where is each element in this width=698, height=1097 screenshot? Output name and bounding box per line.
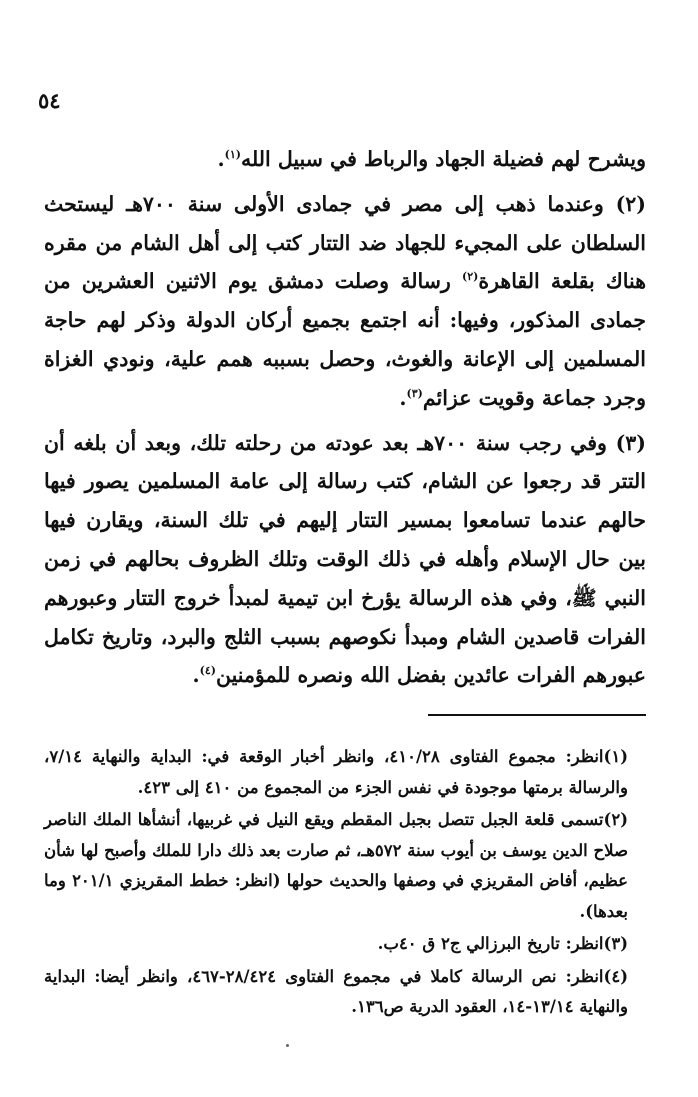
paragraph-2-end: . (399, 385, 407, 410)
paragraph-2 (44, 185, 646, 418)
paragraph-2-text-b: رسالة وصلت دمشق يوم الاثنين العشرين من جمادى المذكور، وفيها: أنه اجتمع بجميع أركان الدولة وذكر لهم حاجة المسلمين إلى الإعانة والغوث، وحصل بسببه همم علية، ونودي الغزاة وجرد جماعة وقويت عزائم (44, 269, 646, 410)
footnote-ref-4: (٤) (199, 664, 216, 678)
page-number: ٥٤ (38, 88, 61, 113)
footnote-separator (428, 714, 646, 716)
paragraph-1 (44, 140, 646, 179)
footnotes (44, 742, 646, 1025)
main-text (44, 140, 646, 701)
paragraph-1-end: . (217, 147, 225, 171)
footnote-1: (١)انظر: مجموع الفتاوى ٤١٠/٢٨، وانظر أخبار الوقعة في: البداية والنهاية ٧/١٤، والرسالة برمتها موجودة في نفس الجزء من المجموع من ٤١٠ إلى ٤٢٣. (44, 747, 628, 797)
footnote-ref-3: (٣) (406, 386, 423, 400)
print-speck (286, 1044, 289, 1047)
paragraph-3-text-a: (٣) وفي رجب سنة ٧٠٠هـ بعد عودته من رحلته تلك، وبعد أن بلغه أن التتر قد رجعوا عن الشام، كتب رسالة إلى عامة المسلمين يصور فيها حالهم عندما تسامعوا بمسير التتار إليهم في تلك السنة، ويقارن فيها بين حال الإسلام وأهله في ذلك الوقت وتلك الظروف بحالهم في زمن النبي ﷺ، وفي هذه الرسالة يؤرخ ابن تيمية لمبدأ خروج التتار وعبورهم الفرات قاصدين الشام ومبدأ نكوصهم بسبب الثلج والبرد، وتاريخ تكامل عبورهم الفرات عائدين بفضل الله ونصره للمؤمنين (44, 430, 646, 688)
footnote-2: (٢)تسمى قلعة الجبل تتصل بجبل المقطم ويقع النيل في غربيها، أنشأها الملك الناصر صلاح الدين يوسف بن أيوب سنة ٥٧٢هـ، ثم صارت بعد ذلك دارا للملك وأصبح لها شأن عظيم، أفاض المقريزي في وصفها والحديث حولها (انظر: خطط المقريزي ٢٠١/١ وما بعدها). (44, 810, 629, 921)
footnote-3: (٣)انظر: تاريخ البرزالي ج٢ ق ٤٠ب. (377, 934, 628, 953)
footnote-ref-2: (٢) (461, 270, 479, 284)
footnote-4: (٤)انظر: نص الرسالة كاملا في مجموع الفتاوى ٢٨/٤٢٤-٤٦٧، وانظر أيضا: البداية والنهاية ١٣/١٤-١٤، العقود الدرية ص١٣٦. (44, 966, 628, 1016)
paragraph-1-text: ويشرح لهم فضيلة الجهاد والرباط في سبيل الله (240, 147, 646, 171)
footnote-ref-1: (١) (224, 148, 241, 162)
paragraph-3 (44, 424, 646, 696)
paragraph-2-text-a: (٢) وعندما ذهب إلى مصر في جمادى الأولى سنة ٧٠٠هـ ليستحث السلطان على المجيء للجهاد ضد التتار كتب إلى أهل الشام من مقره هناك بقلعة القاهرة (44, 191, 647, 294)
paragraph-3-end: . (192, 663, 200, 688)
